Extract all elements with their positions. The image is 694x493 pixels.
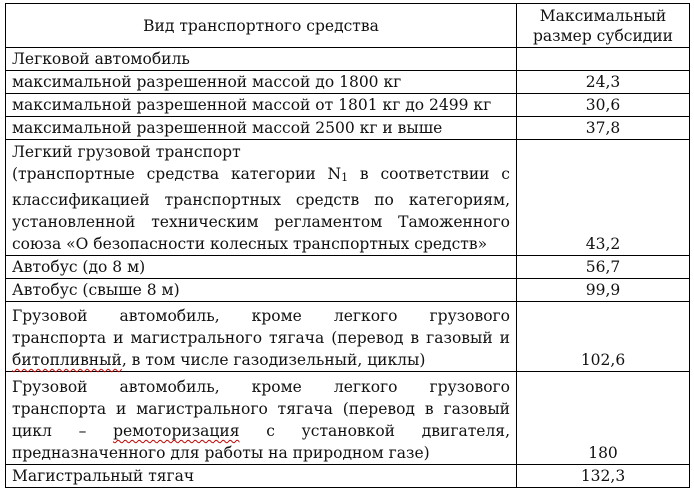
row-label: Магистральный тягач [6, 465, 517, 488]
spellcheck-word: битопливный [12, 351, 122, 369]
subsidy-table [5, 3, 690, 488]
row-value: 132,3 [517, 465, 690, 488]
table-row [6, 256, 690, 279]
table-row [6, 94, 690, 117]
row-label-line: установленной техническим регламентом Таможенного [12, 213, 510, 231]
table-row [6, 117, 690, 140]
row-label-fragment: с установкой двигателя, [239, 422, 510, 440]
row-value: 180 [517, 372, 690, 465]
row-label-line: Грузовой автомобиль, кроме легкого грузового [12, 307, 510, 325]
row-label: максимальной разрешенной массой до 1800 кг [6, 71, 517, 94]
subscript-text: 1 [341, 171, 349, 184]
row-label-fragment: (транспортные средства категории N [12, 165, 342, 183]
row-label: максимальной разрешенной массой 2500 кг и выше [6, 117, 517, 140]
table-header-row [6, 4, 690, 48]
row-label-line [12, 420, 510, 442]
row-label-fragment: , в том числе газодизельный, циклы) [121, 351, 426, 369]
row-label [6, 372, 517, 465]
row-value: 99,9 [517, 279, 690, 302]
row-value: 43,2 [517, 140, 690, 256]
header-max-subsidy-line2: размер субсидии [532, 26, 674, 45]
row-label [6, 302, 517, 372]
row-value: 37,8 [517, 117, 690, 140]
row-value: 102,6 [517, 302, 690, 372]
row-label-line: классификацией транспортных средств по категориям, [12, 191, 510, 209]
spellcheck-word: ремоторизация [113, 422, 240, 440]
row-label: максимальной разрешенной массой от 1801 кг до 2499 кг [6, 94, 517, 117]
row-label-line: транспорта и магистрального тягача (перевод в газовый и [12, 329, 510, 347]
table-row [6, 465, 690, 488]
row-label-line: Грузовой автомобиль, кроме легкого грузового [12, 378, 510, 396]
row-label-line [12, 349, 510, 371]
header-vehicle-type: Вид транспортного средства [6, 4, 517, 48]
row-label-line: транспорта и магистрального тягача (перевод в газовый [12, 400, 510, 418]
row-label [6, 140, 517, 256]
table-row [6, 71, 690, 94]
row-label-fragment: цикл – [12, 422, 114, 440]
row-label: Автобус (свыше 8 м) [6, 279, 517, 302]
row-label: Автобус (до 8 м) [6, 256, 517, 279]
row-label: Легковой автомобиль [6, 48, 517, 71]
row-label-line: предназначенного для работы на природном газе) [12, 444, 430, 462]
row-value: 56,7 [517, 256, 690, 279]
row-label-line: Легкий грузовой транспорт [12, 143, 241, 161]
header-max-subsidy-line1: Максимальный [539, 6, 667, 25]
table-row [6, 48, 690, 71]
row-value [517, 48, 690, 71]
row-label-fragment: в соответствии с [348, 165, 510, 183]
table-row [6, 140, 690, 256]
table-row [6, 279, 690, 302]
header-max-subsidy [517, 4, 690, 48]
row-value: 24,3 [517, 71, 690, 94]
row-label-line [12, 163, 510, 189]
table-row [6, 302, 690, 372]
table-row [6, 372, 690, 465]
row-value: 30,6 [517, 94, 690, 117]
row-label-line: союза «О безопасности колесных транспортных средств» [12, 235, 488, 253]
